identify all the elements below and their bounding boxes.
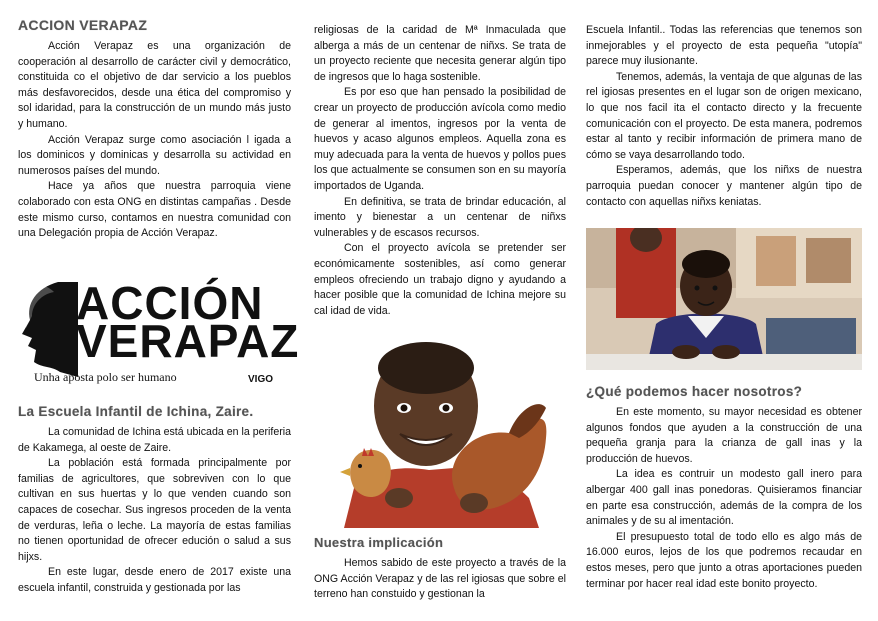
- paragraph: Hemos sabido de este proyecto a través de la ONG Acción Verapaz y de las rel igiosas que sobre el terreno han constuido y gestionan la: [314, 557, 566, 601]
- paragraph: Hace ya años que nuestra parroquia viene colaborado con esta ONG en distintas campañas . Desde este mismo curso, contamos en nuestra comunidad con una Delegación propia de Acción Verapaz.: [18, 180, 291, 240]
- logo-city: VIGO: [248, 374, 274, 385]
- profile-silhouette-icon: [18, 282, 78, 377]
- heading-accion-verapaz: ACCION VERAPAZ: [18, 17, 148, 33]
- child-with-chicken-photo: [334, 338, 552, 528]
- column-1: [18, 0, 291, 242]
- paragraph: La comunidad de Ichina está ubicada en la periferia de Kakamega, al oeste de Zaire.: [18, 426, 291, 454]
- schoolgirl-photo: [586, 228, 862, 370]
- paragraph: Con el proyecto avícola se pretender ser económicamente sostenibles, así como generar empleos ofreciendo un trabajo digno y ayudando a hacer posible que la comunidad de Ichina mejore su cal idad de vida.: [314, 242, 566, 317]
- paragraph: religiosas de la caridad de Mª Inmaculada que alberga a más de un centenar de niñxs. Se trata de un proyecto reciente que necesita generar algún tipo de ingresos que lo haga sostenible.: [314, 24, 566, 83]
- paragraph: En este momento, su mayor necesidad es obtener algunos fondos que ayuden a la construcción de una pequeña granja para la crianza de gall inas y la producción de huevos.: [586, 406, 862, 465]
- column-3-lower: [586, 384, 862, 592]
- column-2: [314, 23, 566, 319]
- paragraph: La población está formada principalmente por familias de agricultores, que sobreviven con lo que cultivan en sus huertas y lo que venden cuando son capaces de cosechar. Sus ingresos proceden de la venta de verduras, leña o leche. La mayoría de estas familias no tienen oportunidad de ofrecer edución o salud a sus hijxs.: [18, 457, 291, 563]
- paragraph: Tenemos, además, la ventaja de que algunas de las rel igiosas presentes en el lugar son de origen mexicano, lo que nos facil ita el contacto directo y la frecuente comunicación con el proyecto. De esta manera, podremos estar al tanto y recibir información de primera mano de cómo se vaya desarrollando todo.: [586, 70, 862, 161]
- column-2-lower: [314, 535, 566, 603]
- logo-line-2: VERAPAZ: [76, 315, 300, 367]
- paragraph: Esperamos, además, que los niñxs de nuestra parroquia puedan conocer y mantener algún tipo de contacto con aquellas niñxs keniatas.: [586, 164, 862, 208]
- paragraph: En este lugar, desde enero de 2017 existe una escuela infantil, construida y gestionada por las: [18, 566, 291, 594]
- paragraph: La idea es contruir un modesto gall inero para albergar 400 gall inas ponedoras. Quisieramos financiar en parte esa construcción, además de la compra de los animales y de su al imentación.: [586, 468, 862, 528]
- heading-nuestra-implicacion: Nuestra implicación: [314, 535, 444, 550]
- heading-que-podemos-hacer: ¿Qué podemos hacer nosotros?: [586, 384, 803, 399]
- paragraph: El presupuesto total de todo ello es algo más de 16.000 euros, lejos de los que podremos recaudar en estos meses, pero que junto a otras aportaciones pueden terminar por hacer real idad este bonito proyecto.: [586, 530, 862, 590]
- column-1-lower: [18, 404, 291, 597]
- paragraph: Acción Verapaz surge como asociación l igada a los dominicos y dominicas y desarrolla su actividad en numerosos países del mundo.: [18, 133, 291, 177]
- accion-verapaz-logo: [18, 277, 300, 390]
- heading-escuela-infantil: La Escuela Infantil de Ichina, Zaire.: [18, 404, 254, 419]
- logo-line-1: ACCIÓN: [76, 277, 264, 329]
- paragraph: Escuela Infantil.. Todas las referencias que tenemos son inmejorables y el proyecto de esta pequeña "utopía" parece muy ilusionante.: [586, 24, 862, 68]
- paragraph: Acción Verapaz es una organización de cooperación al desarrollo de carácter civil y democrático, constituida co el objetivo de dar servicio a los pueblos más desfavorecidos, desde una ética del compromiso y sol idaridad, para la construcción de un mundo más justo y humano.: [18, 40, 291, 130]
- paragraph: En definitiva, se trata de brindar educación, al imento y bienestar a un centenar de niñxs vulnerables y de escasos recursos.: [314, 195, 566, 239]
- paragraph: Es por eso que han pensado la posibilidad de crear un proyecto de producción avícola como medio de generar al imentos, ingresos por la venta de huevos y acaso algunos empleos. Aquella zona es muy adecuada para la venta de huevos y pollos pues los que actualmente se consumen son en su mayoría importados de Uganda.: [314, 86, 566, 192]
- logo-tagline: Unha aposta polo ser humano: [34, 370, 177, 384]
- column-3: [586, 23, 862, 210]
